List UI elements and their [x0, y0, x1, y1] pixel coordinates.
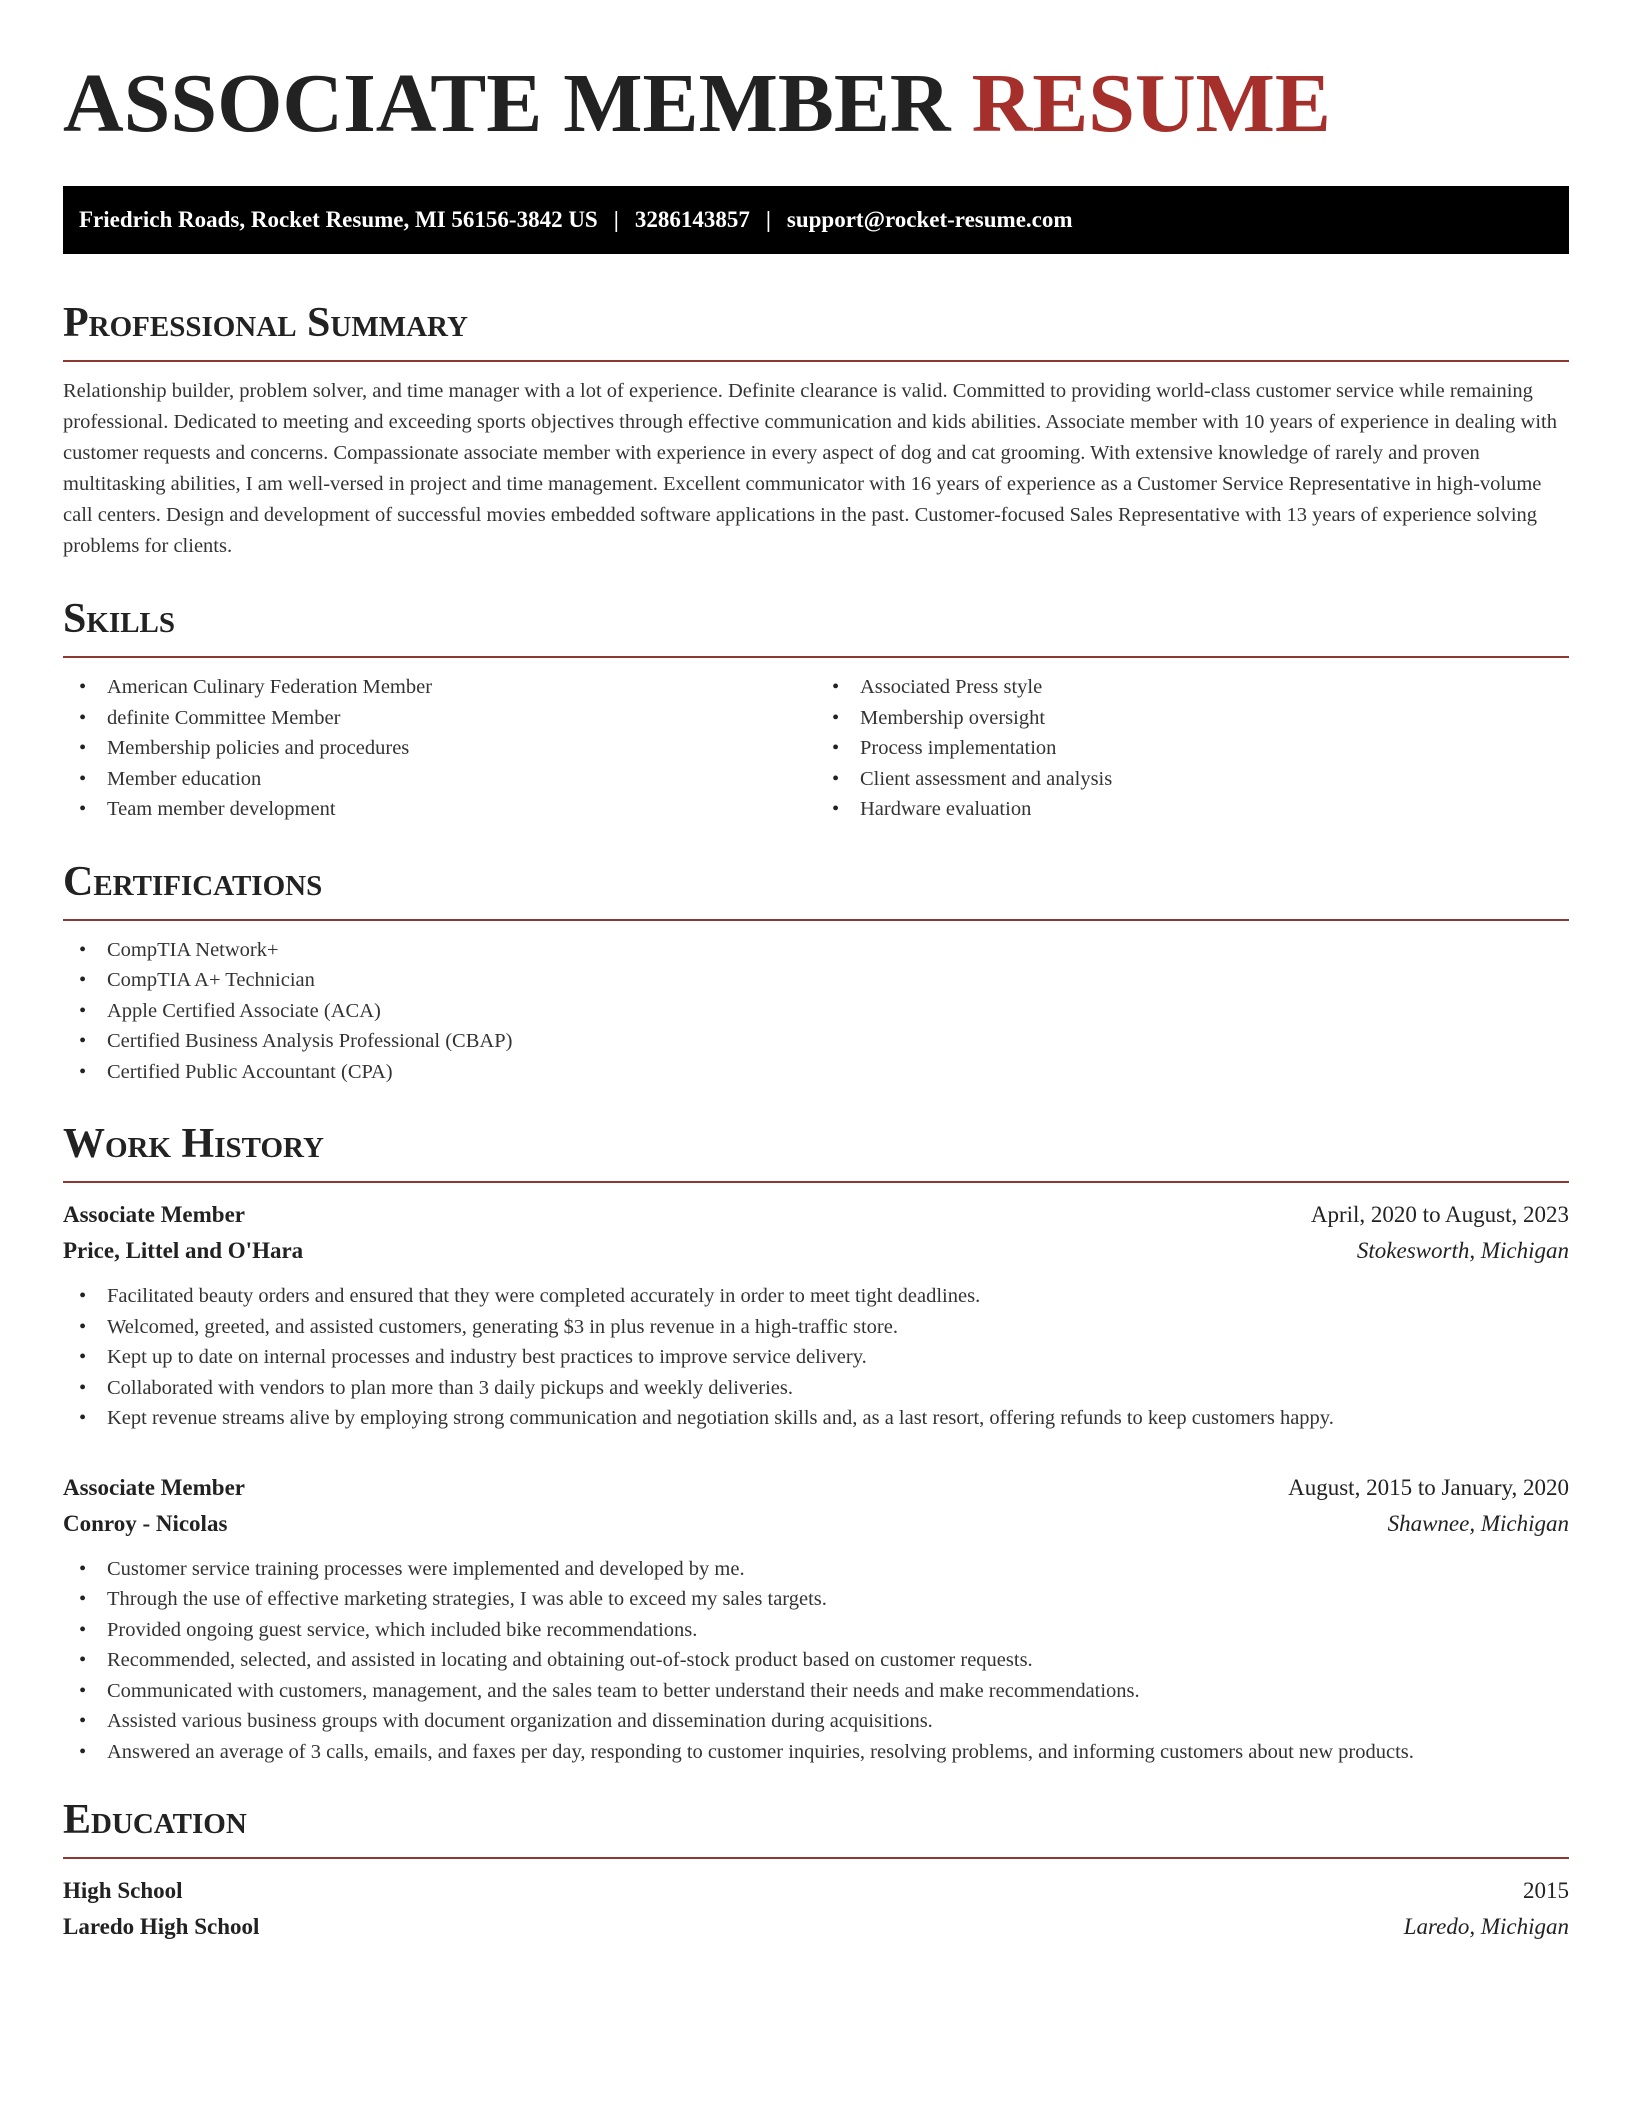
job-role: Associate Member: [63, 1202, 246, 1227]
job-bullet: • Collaborated with vendors to plan more than 3 daily pickups and weekly deliveries.: [63, 1373, 1569, 1404]
contact-email: support@rocket-resume.com: [786, 207, 1073, 232]
job-header-row: [63, 1197, 1569, 1233]
certification-item: • Certified Public Accountant (CPA): [63, 1057, 1569, 1088]
section-divider: [63, 1181, 1569, 1183]
skill-item: • Hardware evaluation: [816, 794, 1569, 825]
certification-item: • Certified Business Analysis Professional (CBAP): [63, 1026, 1569, 1057]
education-year: 2015: [1523, 1878, 1569, 1903]
education-section: [63, 1797, 1569, 1945]
job-role: Associate Member: [63, 1474, 246, 1500]
job-bullet: • Assisted various business groups with document organization and dissemination during acquisitions.: [63, 1706, 1569, 1737]
job-dates: April, 2020 to August, 2023: [1310, 1202, 1569, 1227]
skill-item: • Client assessment and analysis: [816, 764, 1569, 795]
job-bullet: • Communicated with customers, management, and the sales team to better understand their needs and make recommendations.: [63, 1676, 1569, 1707]
job-bullet: • Kept revenue streams alive by employing strong communication and negotiation skills and, as a last resort, offering refunds to keep customers happy.: [63, 1403, 1569, 1434]
section-divider: [63, 1857, 1569, 1859]
job-dates: August, 2015 to January, 2020: [1288, 1474, 1569, 1500]
education-degree: High School: [63, 1878, 183, 1903]
skill-item: • Team member development: [63, 794, 816, 825]
skill-item: • American Culinary Federation Member: [63, 672, 816, 703]
contact-separator: |: [765, 207, 771, 232]
skills-grid: [63, 672, 1569, 825]
section-heading-education: Education: [63, 1797, 247, 1843]
job-bullet: • Recommended, selected, and assisted in locating and obtaining out-of-stock product based on customer requests.: [63, 1645, 1569, 1676]
job-bullet: • Facilitated beauty orders and ensured that they were completed accurately in order to meet tight deadlines.: [63, 1281, 1569, 1312]
section-heading-summary: Professional Summary: [63, 300, 468, 346]
education-school: Laredo High School: [63, 1914, 260, 1939]
certification-item: • CompTIA A+ Technician: [63, 965, 1569, 996]
contact-address: Friedrich Roads, Rocket Resume, MI 56156-3842 US: [79, 207, 598, 232]
job-bullet: • Answered an average of 3 calls, emails, and faxes per day, responding to customer inquiries, resolving problems, and informing customers about new products.: [63, 1737, 1569, 1768]
resume-title: [63, 56, 1569, 152]
job-bullet: • Customer service training processes were implemented and developed by me.: [63, 1554, 1569, 1585]
job-location: Shawnee, Michigan: [1387, 1510, 1569, 1536]
section-heading-certifications: Certifications: [63, 858, 323, 905]
certifications-list: [63, 935, 1569, 1088]
job-bullet: • Kept up to date on internal processes and industry best practices to improve service delivery.: [63, 1342, 1569, 1373]
job-bullets: [63, 1554, 1569, 1768]
title-accent: RESUME: [971, 57, 1331, 150]
skills-list-left: [63, 672, 816, 825]
education-location: Laredo, Michigan: [1403, 1914, 1569, 1939]
education-school-row: [63, 1909, 1569, 1945]
contact-separator: |: [613, 207, 619, 232]
skills-section: [63, 596, 1569, 825]
job-company: Conroy - Nicolas: [63, 1510, 228, 1536]
certification-item: • Apple Certified Associate (ACA): [63, 996, 1569, 1027]
summary-text: Relationship builder, problem solver, and time manager with a lot of experience. Definite clearance is valid. Committed to providing world-class customer service while remaining professional. Dedicated to meeting and exceeding sports objectives through effective communication and kids abilities. Associate member with 10 years of experience in dealing with customer requests and concerns. Compassionate associate member with experience in every aspect of dog and cat grooming. With extensive knowledge of rarely and proven multitasking abilities, I am well-versed in project and time management. Excellent communicator with 16 years of experience as a Customer Service Representative in high-volume call centers. Design and development of successful movies embedded software applications in the past. Customer-focused Sales Representative with 13 years of experience solving problems for clients.: [63, 380, 1557, 557]
skill-item: • Associated Press style: [816, 672, 1569, 703]
job-bullets: [63, 1281, 1569, 1434]
skill-item: • Membership policies and procedures: [63, 733, 816, 764]
section-heading-skills: Skills: [63, 596, 176, 642]
job-entry: [63, 1197, 1569, 1434]
contact-bar: [63, 186, 1569, 254]
job-company-row: [63, 1506, 1569, 1542]
contact-phone: 3286143857: [634, 207, 750, 232]
certifications-section: [63, 859, 1569, 1088]
work-history-section: [63, 1121, 1569, 1767]
certification-item: • CompTIA Network+: [63, 935, 1569, 966]
skill-item: • Member education: [63, 764, 816, 795]
skill-item: • definite Committee Member: [63, 703, 816, 734]
job-bullet: • Through the use of effective marketing strategies, I was able to exceed my sales targets.: [63, 1584, 1569, 1615]
job-company: Price, Littel and O'Hara: [63, 1238, 304, 1263]
job-bullet: • Welcomed, greeted, and assisted customers, generating $3 in plus revenue in a high-traffic store.: [63, 1312, 1569, 1343]
summary-section: [63, 300, 1569, 562]
job-company-row: [63, 1233, 1569, 1269]
section-heading-work-history: Work History: [63, 1121, 324, 1167]
job-location: Stokesworth, Michigan: [1356, 1238, 1569, 1263]
job-bullet: • Provided ongoing guest service, which included bike recommendations.: [63, 1615, 1569, 1646]
job-entry: [63, 1470, 1569, 1768]
section-divider: [63, 360, 1569, 362]
section-divider: [63, 919, 1569, 921]
education-row: [63, 1873, 1569, 1909]
skill-item: • Process implementation: [816, 733, 1569, 764]
job-header-row: [63, 1470, 1569, 1506]
skill-item: • Membership oversight: [816, 703, 1569, 734]
title-main: ASSOCIATE MEMBER: [63, 57, 951, 150]
section-divider: [63, 656, 1569, 658]
skills-list-right: [816, 672, 1569, 825]
